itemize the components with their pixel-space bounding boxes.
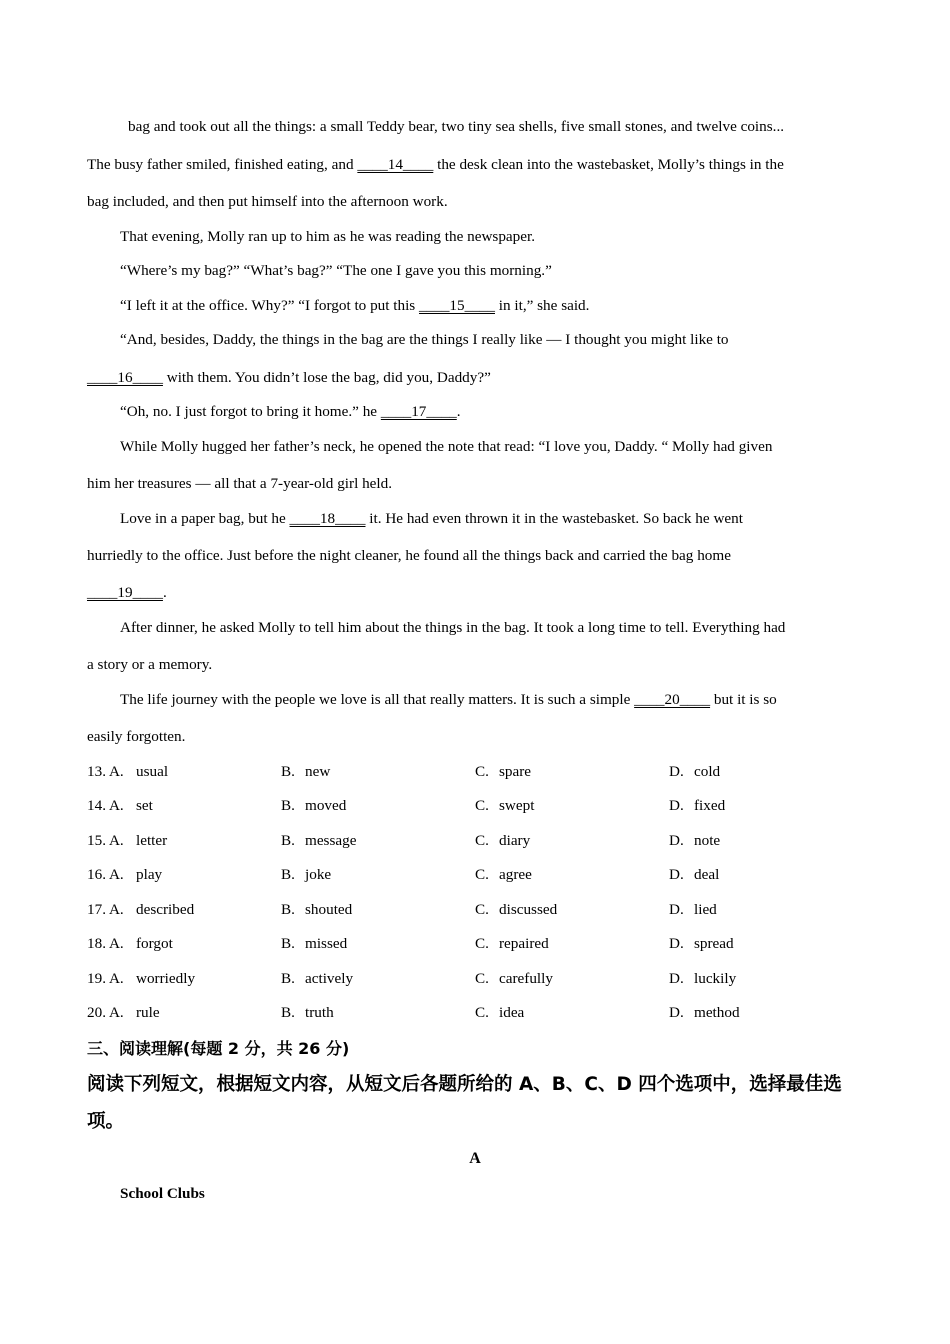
blank-16: ____16____ bbox=[87, 369, 163, 386]
text: That evening, Molly ran up to him as he was reading the newspaper. bbox=[120, 228, 536, 245]
section-instruction: 阅读下列短文，根据短文内容，从短文后各题所给的 A、B、C、D 四个选项中，选择最佳选 bbox=[87, 1074, 842, 1095]
option-text: diary bbox=[499, 832, 531, 849]
blank-18: ____18____ bbox=[289, 510, 366, 527]
text: the desk clean into the wastebasket, Molly’s things in the bbox=[433, 156, 784, 173]
text: The life journey with the people we love is all that really matters. It is such a simple bbox=[120, 691, 635, 708]
text: in it,” she said. bbox=[494, 297, 590, 314]
text: it. He had even thrown it in the wastebasket. So back he went bbox=[365, 510, 743, 527]
passage-line bbox=[120, 509, 743, 529]
passage-line bbox=[120, 330, 729, 350]
text: . bbox=[456, 403, 461, 420]
option-label: C. bbox=[475, 1004, 489, 1021]
passage-line bbox=[87, 583, 167, 603]
option-text: fixed bbox=[694, 797, 726, 814]
option-label: B. bbox=[281, 763, 295, 780]
option-text: agree bbox=[499, 866, 532, 883]
option-text: missed bbox=[305, 935, 348, 952]
passage-line bbox=[87, 368, 491, 388]
option-label: C. bbox=[475, 901, 489, 918]
option-text: discussed bbox=[499, 901, 558, 918]
option-text: usual bbox=[136, 763, 169, 780]
option-text: luckily bbox=[694, 970, 737, 987]
option-label: C. bbox=[475, 935, 489, 952]
option-text: message bbox=[305, 832, 357, 849]
option-text: deal bbox=[694, 866, 720, 883]
option-label: C. bbox=[475, 866, 489, 883]
section-heading: 三、阅读理解(每题 2 分，共 26 分) bbox=[87, 1039, 350, 1058]
question-number: 13. A. bbox=[87, 763, 124, 780]
option-text: lied bbox=[694, 901, 717, 918]
text: bag included, and then put himself into the afternoon work. bbox=[87, 193, 448, 210]
blank-19: ____19____ bbox=[87, 584, 163, 601]
option-label: D. bbox=[669, 970, 684, 987]
option-text: cold bbox=[694, 763, 721, 780]
text: . bbox=[162, 584, 167, 601]
passage-line bbox=[120, 690, 777, 710]
option-label: D. bbox=[669, 935, 684, 952]
blank-20: ____20____ bbox=[634, 691, 711, 708]
text: “And, besides, Daddy, the things in the bag are the things I really like — I thought you might like to bbox=[120, 331, 729, 348]
option-text: repaired bbox=[499, 935, 549, 952]
option-label: C. bbox=[475, 763, 489, 780]
passage-line bbox=[87, 546, 731, 566]
text: “Oh, no. I just forgot to bring it home.” he bbox=[120, 403, 381, 420]
option-text: carefully bbox=[499, 970, 553, 987]
option-label: B. bbox=[281, 797, 295, 814]
passage-line bbox=[87, 655, 212, 675]
option-text: swept bbox=[499, 797, 535, 814]
text: but it is so bbox=[710, 691, 777, 708]
text: After dinner, he asked Molly to tell him about the things in the bag. It took a long time to tell. Everything had bbox=[120, 619, 786, 636]
passage-line bbox=[120, 437, 772, 457]
section-instruction: 项。 bbox=[87, 1111, 125, 1132]
option-label: D. bbox=[669, 1004, 684, 1021]
passage-line bbox=[87, 474, 392, 494]
question-number: 14. A. bbox=[87, 797, 124, 814]
text: him her treasures — all that a 7-year-old girl held. bbox=[87, 475, 393, 492]
blank-14: ____14____ bbox=[357, 156, 434, 173]
option-label: D. bbox=[669, 832, 684, 849]
text: bag and took out all the things: a small Teddy bear, two tiny sea shells, five small stones, and twelve coins... bbox=[128, 118, 785, 135]
question-number: 18. A. bbox=[87, 935, 124, 952]
part-label: A bbox=[469, 1150, 481, 1167]
passage-title: School Clubs bbox=[120, 1185, 205, 1202]
passage-line bbox=[87, 192, 448, 212]
option-label: B. bbox=[281, 970, 295, 987]
passage-line bbox=[87, 727, 185, 747]
passage-line bbox=[120, 261, 552, 281]
option-text: spare bbox=[499, 763, 532, 780]
option-label: D. bbox=[669, 901, 684, 918]
text: easily forgotten. bbox=[87, 728, 186, 745]
option-label: D. bbox=[669, 866, 684, 883]
option-label: B. bbox=[281, 1004, 295, 1021]
option-label: D. bbox=[669, 763, 684, 780]
option-label: B. bbox=[281, 866, 295, 883]
option-label: B. bbox=[281, 901, 295, 918]
text: Love in a paper bag, but he bbox=[120, 510, 290, 527]
option-text: actively bbox=[305, 970, 354, 987]
option-text: moved bbox=[305, 797, 347, 814]
passage-line bbox=[128, 117, 784, 137]
text: “I left it at the office. Why?” “I forgot to put this bbox=[120, 297, 420, 314]
option-label: C. bbox=[475, 797, 489, 814]
option-label: B. bbox=[281, 935, 295, 952]
blank-17: ____17____ bbox=[380, 403, 457, 420]
option-label: C. bbox=[475, 970, 489, 987]
option-text: joke bbox=[305, 866, 332, 883]
text: While Molly hugged her father’s neck, he opened the note that read: “I love you, Daddy. “ Molly had given bbox=[120, 438, 773, 455]
text: The busy father smiled, finished eating, and bbox=[87, 156, 358, 173]
option-text: shouted bbox=[305, 901, 353, 918]
question-number: 16. A. bbox=[87, 866, 124, 883]
option-text: spread bbox=[694, 935, 734, 952]
question-number: 20. A. bbox=[87, 1004, 124, 1021]
passage-line bbox=[120, 618, 785, 638]
option-label: B. bbox=[281, 832, 295, 849]
option-label: D. bbox=[669, 797, 684, 814]
option-text: forgot bbox=[136, 935, 173, 952]
question-number: 15. A. bbox=[87, 832, 124, 849]
option-text: idea bbox=[499, 1004, 525, 1021]
blank-15: ____15____ bbox=[419, 297, 495, 314]
question-number: 17. A. bbox=[87, 901, 124, 918]
option-text: letter bbox=[136, 832, 168, 849]
passage-line bbox=[120, 402, 461, 422]
option-text: worriedly bbox=[136, 970, 196, 987]
text: a story or a memory. bbox=[87, 656, 213, 673]
question-number: 19. A. bbox=[87, 970, 124, 987]
option-text: new bbox=[305, 763, 331, 780]
option-text: rule bbox=[136, 1004, 160, 1021]
text: hurriedly to the office. Just before the night cleaner, he found all the things back and carried the bag home bbox=[87, 547, 731, 564]
option-label: C. bbox=[475, 832, 489, 849]
text: “Where’s my bag?” “What’s bag?” “The one I gave you this morning.” bbox=[120, 262, 552, 279]
passage-line bbox=[120, 296, 589, 316]
passage-line bbox=[87, 155, 784, 175]
text: with them. You didn’t lose the bag, did you, Daddy?” bbox=[162, 369, 491, 386]
option-text: method bbox=[694, 1004, 740, 1021]
option-text: described bbox=[136, 901, 195, 918]
option-text: truth bbox=[305, 1004, 334, 1021]
option-text: play bbox=[136, 866, 163, 883]
passage-line bbox=[120, 227, 535, 247]
option-text: note bbox=[694, 832, 721, 849]
option-text: set bbox=[136, 797, 153, 814]
